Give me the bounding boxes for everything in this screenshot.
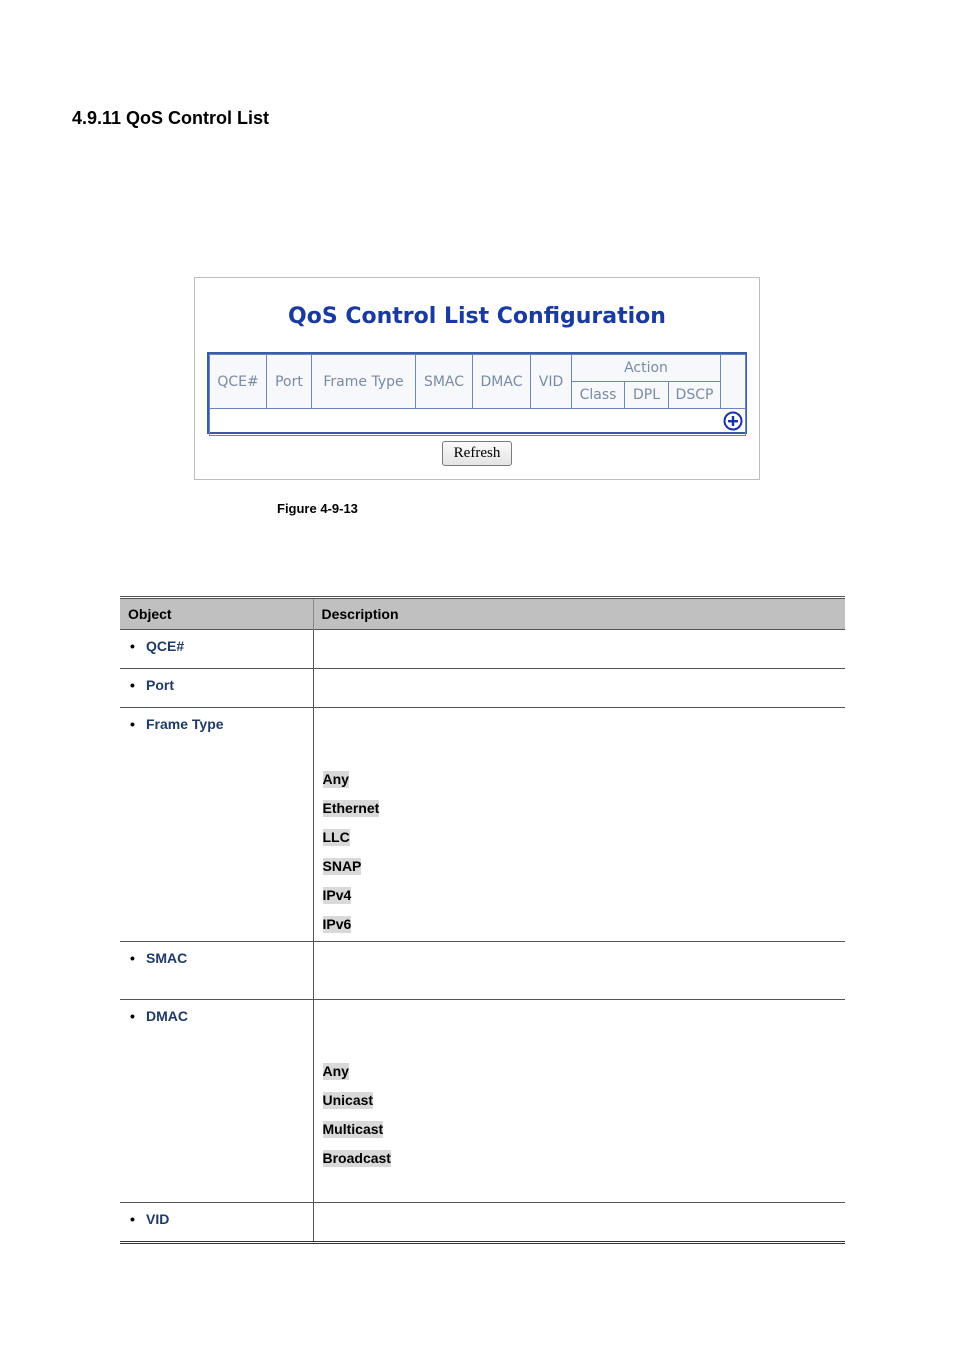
option-label: LLC [322,829,350,845]
section-title: 4.9.11 QoS Control List [72,108,270,128]
figure-caption: Figure 4-9-13 [277,501,358,516]
option-label: Ethernet [322,800,380,816]
option-label: IPv4 [322,887,352,903]
object-label: Port [146,677,174,693]
option-label: Any [322,771,349,787]
qos-config-title: QoS Control List Configuration [288,304,666,329]
col-frame-type: Frame Type [312,355,416,409]
option-label: IPv6 [322,916,352,932]
header-description: Description [313,598,845,630]
option-label: Broadcast [322,1150,391,1166]
option-label: Unicast [322,1092,374,1108]
option-label: Multicast [322,1121,384,1137]
col-action: Action [572,355,721,382]
object-label: SMAC [146,950,188,966]
figure-screenshot [194,277,760,480]
col-class: Class [572,382,625,409]
col-dpl: DPL [625,382,669,409]
table-row: • SMAC [120,942,845,1000]
col-qce: QCE# [210,355,267,409]
col-port: Port [267,355,312,409]
table-row: • Frame Type Any Ethernet LLC SNAP IPv4 IPv6 [120,708,845,942]
option-label: SNAP [322,858,362,874]
option-label: Any [322,1063,349,1079]
table-row: • DMAC Any Unicast Multicast Broadcast [120,1000,845,1203]
object-label: QCE# [146,638,185,654]
table-row: • QCE# [120,630,845,669]
table-row: • VID [120,1203,845,1243]
col-smac: SMAC [416,355,473,409]
header-object: Object [120,598,313,630]
col-dscp: DSCP [669,382,721,409]
col-vid: VID [531,355,572,409]
refresh-button[interactable]: Refresh [442,441,512,466]
qce-table [207,352,747,434]
description-table [120,596,845,1244]
object-label: VID [146,1211,170,1227]
qce-empty-row [210,409,746,436]
object-label: DMAC [146,1008,188,1024]
col-dmac: DMAC [473,355,531,409]
col-controls [721,355,746,409]
plus-circle-icon[interactable] [723,411,743,431]
object-label: Frame Type [146,716,224,732]
table-row: • Port [120,669,845,708]
